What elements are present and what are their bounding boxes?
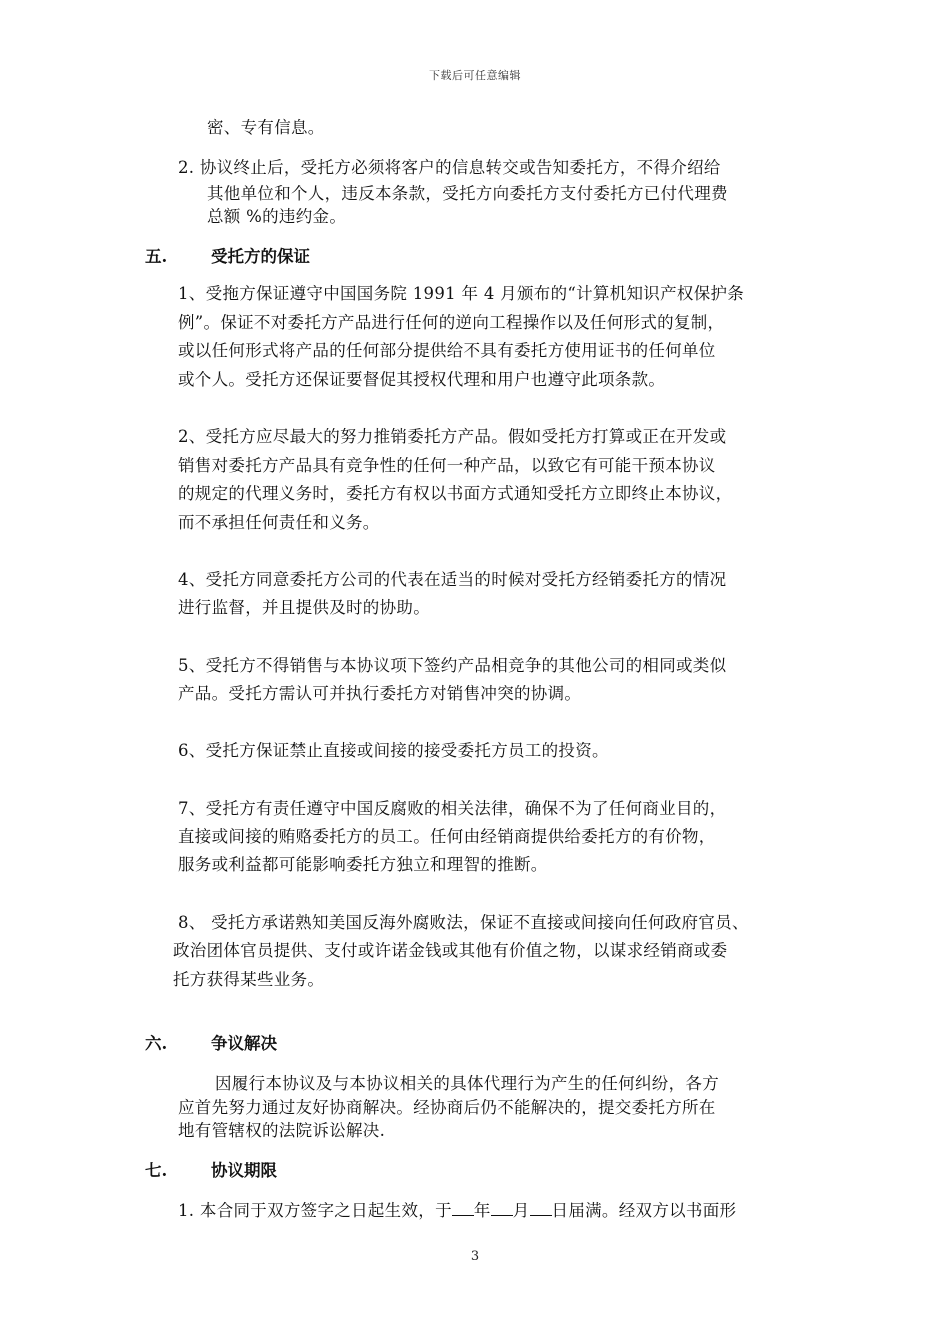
term-year: 年 bbox=[473, 1201, 491, 1220]
section-number: 六. bbox=[145, 1034, 168, 1053]
paragraph-line: 政治团体官员提供、支付或许诺金钱或其他有价值之物，以谋求经销商或委 bbox=[173, 941, 728, 960]
paragraph-line: 直接或间接的贿赂委托方的员工。任何由经销商提供给委托方的有价物， bbox=[178, 827, 716, 846]
paragraph-line: 1、受拖方保证遵守中国国务院 1991 年 4 月颁布的“计算机知识产权保护条 bbox=[178, 284, 745, 303]
list-item-line: 总额 %的违约金。 bbox=[207, 207, 347, 226]
term-month: 月 bbox=[512, 1201, 530, 1220]
paragraph-line: 托方获得某些业务。 bbox=[173, 970, 325, 989]
paragraph-line: 地有管辖权的法院诉讼解决. bbox=[178, 1121, 386, 1140]
paragraph-line: 销售对委托方产品具有竞争性的任何一种产品，以致它有可能干预本协议 bbox=[178, 456, 716, 475]
paragraph-line: 或以任何形式将产品的任何部分提供给不具有委托方使用证书的任何单位 bbox=[178, 341, 716, 360]
section-heading-6 bbox=[145, 1033, 277, 1055]
paragraph-line: 6、受托方保证禁止直接或间接的接受委托方员工的投资。 bbox=[178, 741, 609, 760]
paragraph-line: 服务或利益都可能影响委托方独立和理智的推断。 bbox=[178, 855, 548, 874]
term-text-suffix: 日届满。经双方以书面形 bbox=[551, 1201, 737, 1220]
section-title: 受托方的保证 bbox=[211, 247, 310, 266]
paragraph-line: 进行监督，并且提供及时的协助。 bbox=[178, 598, 430, 617]
page-header: 下载后可任意编辑 bbox=[429, 69, 521, 82]
paragraph-line: 而不承担任何责任和义务。 bbox=[178, 513, 380, 532]
paragraph-line: 4、受托方同意委托方公司的代表在适当的时候对受托方经销委托方的情况 bbox=[178, 570, 727, 589]
blank-underline bbox=[452, 1201, 474, 1216]
paragraph-line: 2、受托方应尽最大的努力推销委托方产品。假如受托方打算或正在开发或 bbox=[178, 427, 727, 446]
section-heading-5 bbox=[145, 246, 310, 268]
section-heading-7 bbox=[145, 1160, 277, 1182]
list-item-line: 其他单位和个人，违反本条款，受托方向委托方支付委托方已付代理费 bbox=[207, 184, 728, 203]
page-number: 3 bbox=[470, 1249, 480, 1264]
paragraph-line: 例”。保证不对委托方产品进行任何的逆向工程操作以及任何形式的复制， bbox=[178, 313, 725, 332]
paragraph-line: 的规定的代理义务时，委托方有权以书面方式通知受托方立即终止本协议， bbox=[178, 484, 733, 503]
list-item-line bbox=[178, 1200, 736, 1222]
section-number: 五. bbox=[145, 247, 168, 266]
blank-underline bbox=[491, 1201, 513, 1216]
section-title: 争议解决 bbox=[211, 1034, 277, 1053]
section-title: 协议期限 bbox=[211, 1161, 277, 1180]
paragraph-line: 应首先努力通过友好协商解决。经协商后仍不能解决的，提交委托方所在 bbox=[178, 1098, 716, 1117]
paragraph-line: 密、专有信息。 bbox=[207, 118, 325, 137]
section-number: 七. bbox=[145, 1161, 168, 1180]
paragraph-line: 5、受托方不得销售与本协议项下签约产品相竞争的其他公司的相同或类似 bbox=[178, 656, 727, 675]
paragraph-line: 7、受托方有责任遵守中国反腐败的相关法律，确保不为了任何商业目的， bbox=[178, 799, 727, 818]
paragraph-line: 8、 受托方承诺熟知美国反海外腐败法，保证不直接或间接向任何政府官员、 bbox=[178, 913, 749, 932]
term-text-prefix: 1. 本合同于双方签字之日起生效，于 bbox=[178, 1201, 452, 1220]
paragraph-line: 或个人。受托方还保证要督促其授权代理和用户也遵守此项条款。 bbox=[178, 370, 666, 389]
paragraph-line: 因履行本协议及与本协议相关的具体代理行为产生的任何纠纷，各方 bbox=[215, 1074, 719, 1093]
blank-underline bbox=[530, 1201, 552, 1216]
list-item-line: 2. 协议终止后，受托方必须将客户的信息转交或告知委托方，不得介绍给 bbox=[178, 158, 721, 177]
paragraph-line: 产品。受托方需认可并执行委托方对销售冲突的协调。 bbox=[178, 684, 582, 703]
